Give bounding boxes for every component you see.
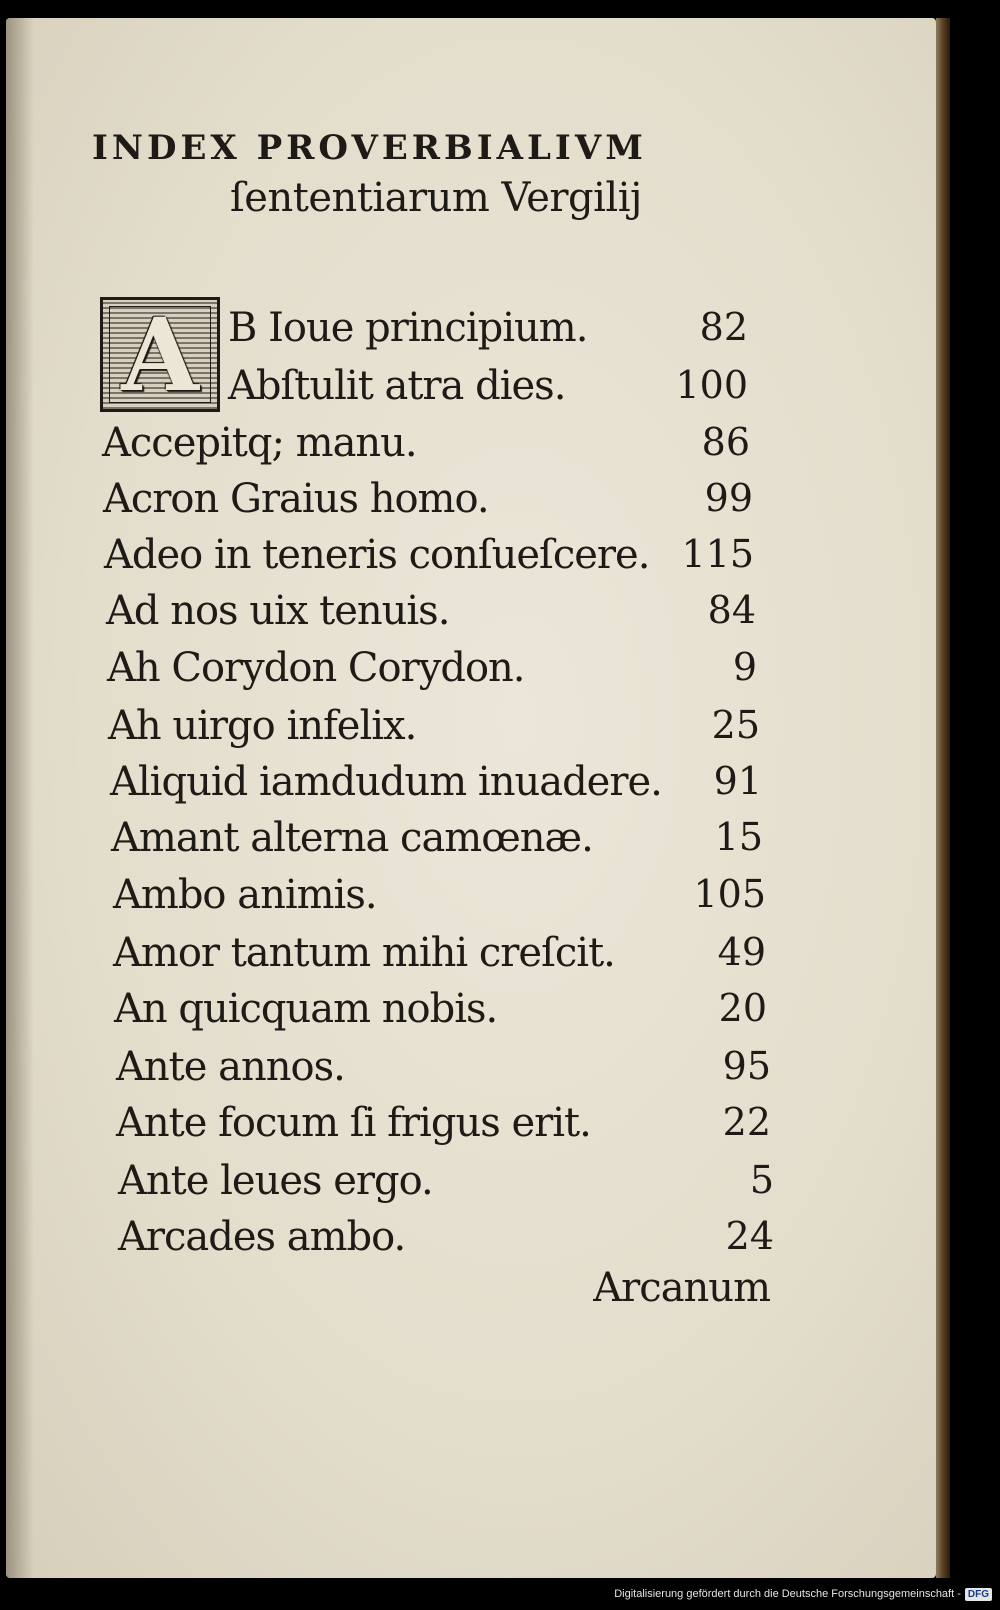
entry-page: 91 <box>713 759 762 803</box>
index-entry <box>118 1158 774 1214</box>
index-entry <box>113 930 766 986</box>
index-entry <box>113 872 766 928</box>
entry-page: 82 <box>699 305 748 349</box>
entry-text: Arcades ambo. <box>118 1214 406 1260</box>
index-entry <box>108 703 758 759</box>
dfg-logo: DFG <box>965 1588 992 1601</box>
index-title: INDEX PROVERBIALIVM <box>92 128 647 168</box>
entry-page: 95 <box>722 1044 771 1088</box>
entry-page: 5 <box>749 1158 774 1202</box>
page-gutter-shadow <box>6 18 34 1578</box>
index-entry <box>114 986 767 1042</box>
index-entry <box>228 363 750 419</box>
entry-text: Accepitq; manu. <box>102 420 417 466</box>
index-entry <box>111 815 761 871</box>
entry-page: 49 <box>717 930 766 974</box>
entry-text: Ah Corydon Corydon. <box>107 645 525 691</box>
entry-page: 99 <box>704 476 753 520</box>
entry-text: Aliquid iamdudum inuadere. <box>110 759 662 805</box>
entry-text: Abſtulit atra dies. <box>228 363 566 409</box>
index-entry <box>116 1100 771 1156</box>
entry-page: 86 <box>701 420 750 464</box>
entry-page: 20 <box>718 986 767 1030</box>
decorated-initial <box>100 297 220 412</box>
index-entry <box>228 305 750 361</box>
entry-page: 25 <box>711 703 760 747</box>
entry-text: Ante annos. <box>116 1044 345 1090</box>
entry-page: 9 <box>732 645 757 689</box>
entry-text: B Ioue principium. <box>228 305 588 351</box>
entry-text: Ad nos uix tenuis. <box>106 588 450 634</box>
entry-page: 115 <box>681 532 754 576</box>
entry-text: Amant alterna camœnæ. <box>111 815 593 861</box>
digitization-footer <box>614 1584 992 1604</box>
entry-text: Ante focum ſi frigus erit. <box>116 1100 591 1146</box>
entry-text: Acron Graius homo. <box>103 476 489 522</box>
index-entry <box>116 1044 771 1100</box>
entry-text: Adeo in teneris conſueſcere. <box>104 532 650 578</box>
entry-text: An quicquam nobis. <box>114 986 498 1032</box>
entry-text: Ante leues ergo. <box>118 1158 433 1204</box>
entry-page: 84 <box>707 588 756 632</box>
entry-text: Ah uirgo infelix. <box>108 703 417 749</box>
entry-page: 100 <box>675 363 748 407</box>
entry-page: 24 <box>725 1214 774 1258</box>
entry-page: 15 <box>714 815 763 859</box>
catchword: Arcanum <box>593 1265 770 1311</box>
book-edge <box>936 18 950 1578</box>
initial-letter: A <box>121 295 199 414</box>
entry-text: Ambo animis. <box>113 872 377 918</box>
footer-credit: Digitalisierung gefördert durch die Deutsche Forschungsgemeinschaft - <box>614 1588 961 1600</box>
index-entry <box>102 420 752 476</box>
index-entry <box>106 588 756 644</box>
index-entry <box>104 532 754 588</box>
index-entry <box>110 759 760 815</box>
index-entry <box>118 1214 774 1270</box>
index-entry <box>107 645 757 701</box>
entry-page: 105 <box>693 872 766 916</box>
entry-text: Amor tantum mihi creſcit. <box>113 930 615 976</box>
entry-page: 22 <box>722 1100 771 1144</box>
index-entry <box>103 476 753 532</box>
index-subtitle: ſententiarum Vergilij <box>230 175 642 221</box>
